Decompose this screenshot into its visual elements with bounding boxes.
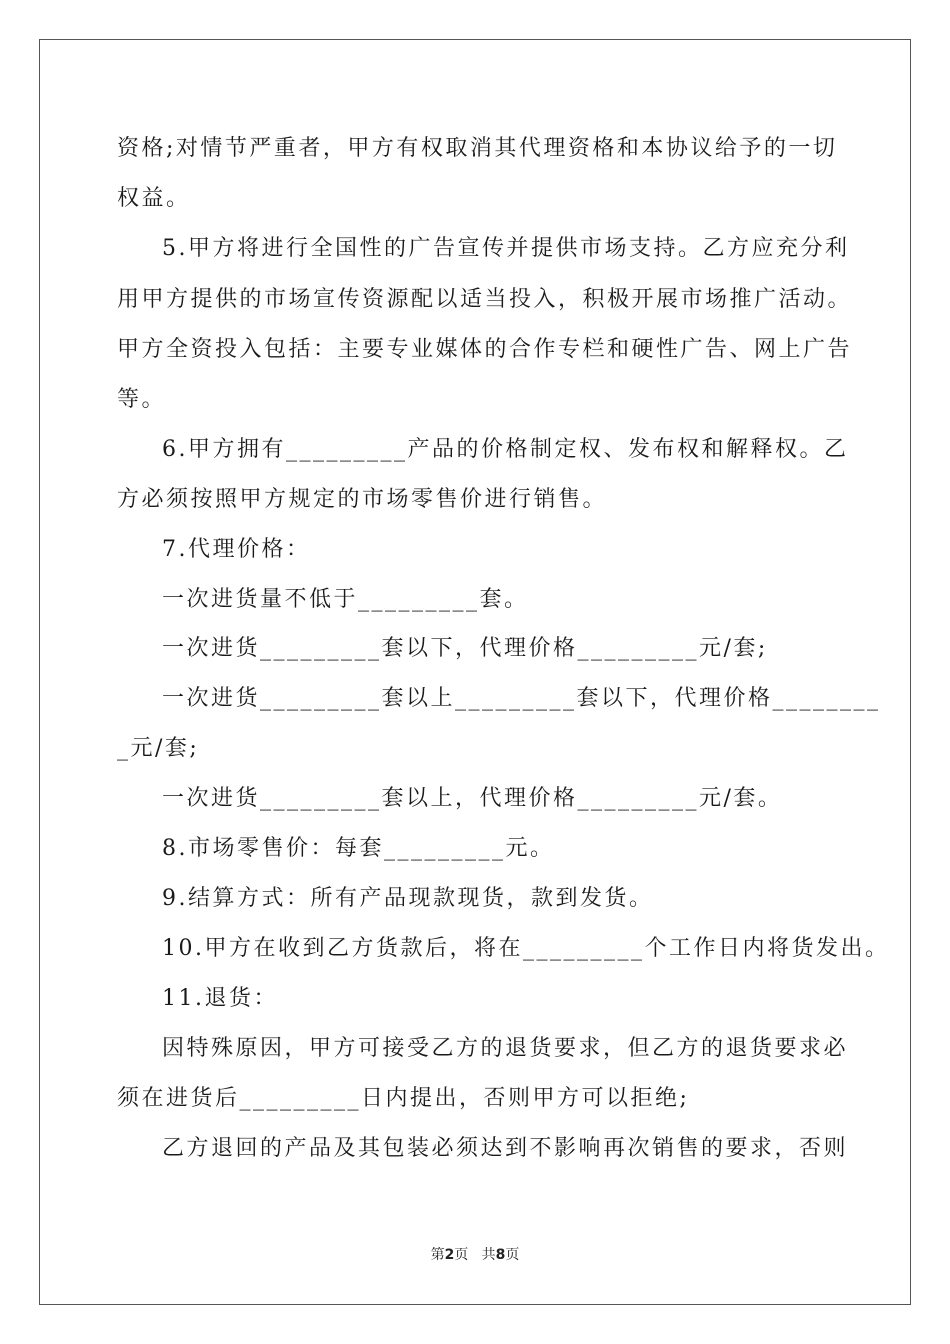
- page-current: 2: [444, 1247, 455, 1263]
- text-line: 一次进货_________套以上_________套以下，代理价格________: [162, 686, 881, 711]
- section-heading: 11.退货：: [162, 986, 278, 1011]
- text-line: 方必须按照甲方规定的市场零售价进行销售。: [117, 487, 608, 512]
- total-suffix: 页: [505, 1247, 520, 1263]
- text-line: 用甲方提供的市场宣传资源配以适当投入，积极开展市场推广活动。: [117, 287, 853, 312]
- text-line: 因特殊原因，甲方可接受乙方的退货要求，但乙方的退货要求必: [162, 1036, 849, 1061]
- page-footer: [0, 1244, 950, 1264]
- text-line: 6.甲方拥有_________产品的价格制定权、发布权和解释权。乙: [162, 437, 849, 462]
- text-line: 权益。: [117, 186, 191, 211]
- text-line: 资格;对情节严重者，甲方有权取消其代理资格和本协议给予的一切: [117, 136, 838, 161]
- text-line: 9.结算方式：所有产品现款现货，款到发货。: [162, 886, 654, 911]
- page-suffix: 页: [454, 1247, 469, 1263]
- page-prefix: 第: [430, 1247, 445, 1263]
- text-line: 等。: [117, 387, 167, 412]
- total-prefix: 共: [481, 1247, 496, 1263]
- text-line: _元/套;: [117, 736, 200, 761]
- text-line: 一次进货量不低于_________套。: [162, 587, 529, 612]
- text-line: 须在进货后_________日内提出，否则甲方可以拒绝;: [117, 1086, 690, 1111]
- text-line: 一次进货_________套以下，代理价格_________元/套;: [162, 636, 768, 661]
- text-line: 8.市场零售价：每套_________元。: [162, 836, 555, 861]
- text-line: 一次进货_________套以上，代理价格_________元/套。: [162, 786, 783, 811]
- page-total: 8: [495, 1247, 506, 1263]
- section-heading: 7.代理价格：: [162, 537, 311, 562]
- text-line: 5.甲方将进行全国性的广告宣传并提供市场支持。乙方应充分利: [162, 236, 850, 261]
- page-border: [39, 39, 911, 1305]
- text-line: 甲方全资投入包括：主要专业媒体的合作专栏和硬性广告、网上广告: [117, 337, 853, 362]
- text-line: 乙方退回的产品及其包装必须达到不影响再次销售的要求，否则: [162, 1136, 849, 1161]
- text-line: 10.甲方在收到乙方货款后，将在_________个工作日内将货发出。: [162, 936, 890, 961]
